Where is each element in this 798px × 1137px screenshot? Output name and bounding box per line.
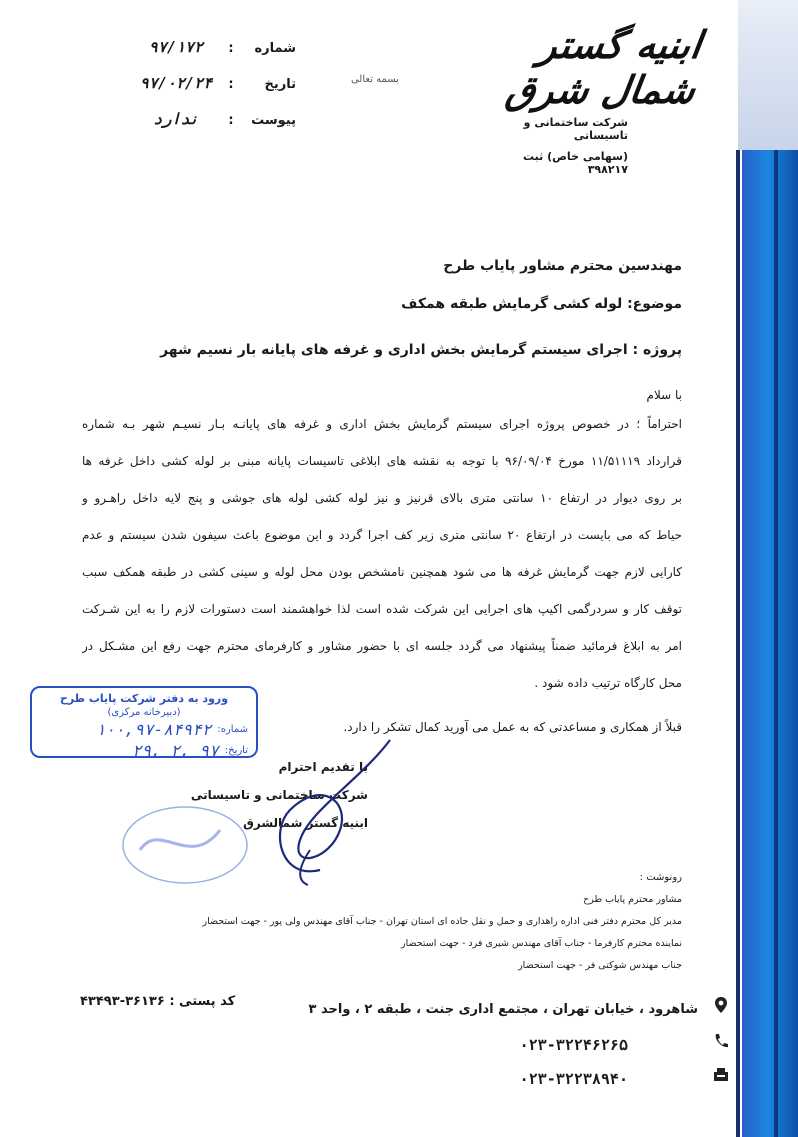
meta-attachment: پیوست : ندارد — [96, 110, 296, 146]
body-line-last: محل کارگاه ترتیب داده شود . — [534, 676, 682, 690]
company-name: شرکت ساختمانی و تاسیساتی — [523, 116, 628, 142]
addressee: مهندسین محترم مشاور پایاب طرح — [443, 258, 682, 274]
company-registration: (سهامی خاص) ثبت ۳۹۸۲۱۷ — [523, 150, 628, 176]
stamp-subtitle: (دبیرخانه مرکزی) — [107, 707, 181, 718]
body-line: احتراماً ؛ در خصوص پروژه اجرای سیستم گرمایش بخش اداری و غرفه های پایانـه بـار نسیـم شهر بـه شماره — [82, 417, 682, 431]
postal-value: ۳۶۱۳۶-۴۳۴۹۳ — [80, 994, 165, 1009]
fax-icon — [712, 1066, 730, 1084]
thanks-line: قبلاً از همکاری و مساعدتی که به عمل می آورید کمال تشکر را دارد. — [343, 720, 682, 734]
side-decorative-band — [706, 150, 798, 1137]
body-line: بر روی دیوار در ارتفاع ۱۰ سانتی متری بالای قرنیز و نیز لوله کشی لوله های جوشی و پنج لایه داخل راهـرو و — [82, 491, 682, 505]
cc-item: جناب مهندس شوکتی فر - جهت استحضار — [518, 960, 682, 971]
stamp-title: ورود به دفتر شرکت پایاب طرح — [59, 692, 229, 705]
stamp-number-label: شماره: — [217, 724, 248, 735]
attachment-label: پیوست — [251, 113, 296, 128]
meta-date: تاریخ : ۹۷/۰۲/۲۴ — [96, 74, 296, 110]
cc-list — [142, 872, 682, 982]
received-stamp — [30, 686, 258, 758]
stamp-date-label: تاریخ: — [224, 745, 248, 756]
band-stripe-navy — [774, 150, 778, 1137]
number-value: ۹۷/۱۷۲ — [148, 38, 204, 56]
phone-icon — [712, 1032, 730, 1050]
stamp-number-value: ۱۰۰,۹۷-۸۴۹۴۲ — [95, 720, 212, 739]
signer-company-1: شرکت ساختمانی و تاسیساتی — [190, 788, 368, 802]
header-decoration — [738, 0, 798, 150]
company-info — [488, 116, 628, 176]
letter-body — [82, 414, 682, 710]
stamp-date-value: ۹۷ ,۲ ,۲۹ — [132, 741, 219, 760]
cc-item: نماینده محترم کارفرما - جناب آقای مهندس شیری فرد - جهت استحضار — [401, 938, 682, 949]
letter-meta — [96, 38, 296, 146]
cc-item: مدیر کل محترم دفتر فنی اداره راهداری و حمل و نقل جاده ای استان تهران - جناب آقای مهندس ولی پور - جهت استحضار — [202, 916, 682, 927]
band-stripe-blue — [742, 150, 798, 1137]
number-label: شماره — [254, 41, 296, 56]
project-line: پروژه : اجرای سیستم گرمایش بخش اداری و غرفه های پایانه بار نسیم شهر — [160, 342, 682, 358]
stamp-number-row — [40, 720, 248, 739]
cc-item: مشاور محترم پایاب طرح — [583, 894, 682, 905]
footer-phone: ۰۲۳-۳۲۲۴۶۲۶۵ — [519, 1036, 628, 1054]
attachment-value: ندارد — [153, 110, 199, 128]
greeting: با سلام — [646, 388, 682, 402]
body-line: امر به ابلاغ فرمائید ضمناً پیشنهاد می گردد جلسه ای با حضور مشاور و کارفرمای محترم جهت رفع این مشـکل در — [82, 639, 682, 653]
brand-wordmark: ابنیه گستر شمال شرق — [503, 22, 705, 112]
body-line: حیاط که می بایست در ارتفاع ۲۰ سانتی متری زیر کف اجرا گردد و این موضوع باعث سیفون شدن سیستم و عدم — [82, 528, 682, 542]
date-value: ۹۷/۰۲/۲۴ — [139, 74, 213, 92]
footer-fax: ۰۲۳-۳۲۲۳۸۹۴۰ — [519, 1070, 628, 1088]
body-line: توقف کار و سردرگمی اکیپ های اجرایی این شرکت شده است لذا خواهشمند است دستورات لازم را به این شـرکت — [82, 602, 682, 616]
subject-line: موضوع: لوله کشی گرمایش طبقه همکف — [401, 296, 682, 312]
footer-address: شاهرود ، خیابان تهران ، مجتمع اداری جنت ، طبقه ۲ ، واحد ۳ — [308, 1002, 698, 1017]
stamp-date-row — [40, 741, 248, 760]
signer-company-2: ابنیه گستر شمالشرق — [243, 816, 368, 830]
bismillah: بسمه تعالی — [350, 74, 400, 85]
footer-postal — [80, 994, 235, 1009]
postal-label: کد پستی : — [169, 994, 236, 1009]
meta-number: شماره : ۹۷/۱۷۲ — [96, 38, 296, 74]
band-stripe-dark — [736, 150, 740, 1137]
body-line: قرارداد ۱۱/۵۱۱۱۹ مورخ ۹۶/۰۹/۰۴ با توجه به نقشه های ابلاغی تاسیسات پایانه مبنی بر لوله کشی داخل غرفه ها — [82, 454, 682, 468]
closing: با تقدیم احترام — [278, 760, 368, 774]
cc-title: رونوشت : — [639, 872, 682, 883]
location-pin-icon — [712, 996, 730, 1014]
date-label: تاریخ — [264, 77, 296, 92]
body-line: کارایی لازم جهت گرمایش غرفه ها می شود همچنین نامشخص بودن محل لوله و سینی کشی در طبقه همکف سبب — [82, 565, 682, 579]
